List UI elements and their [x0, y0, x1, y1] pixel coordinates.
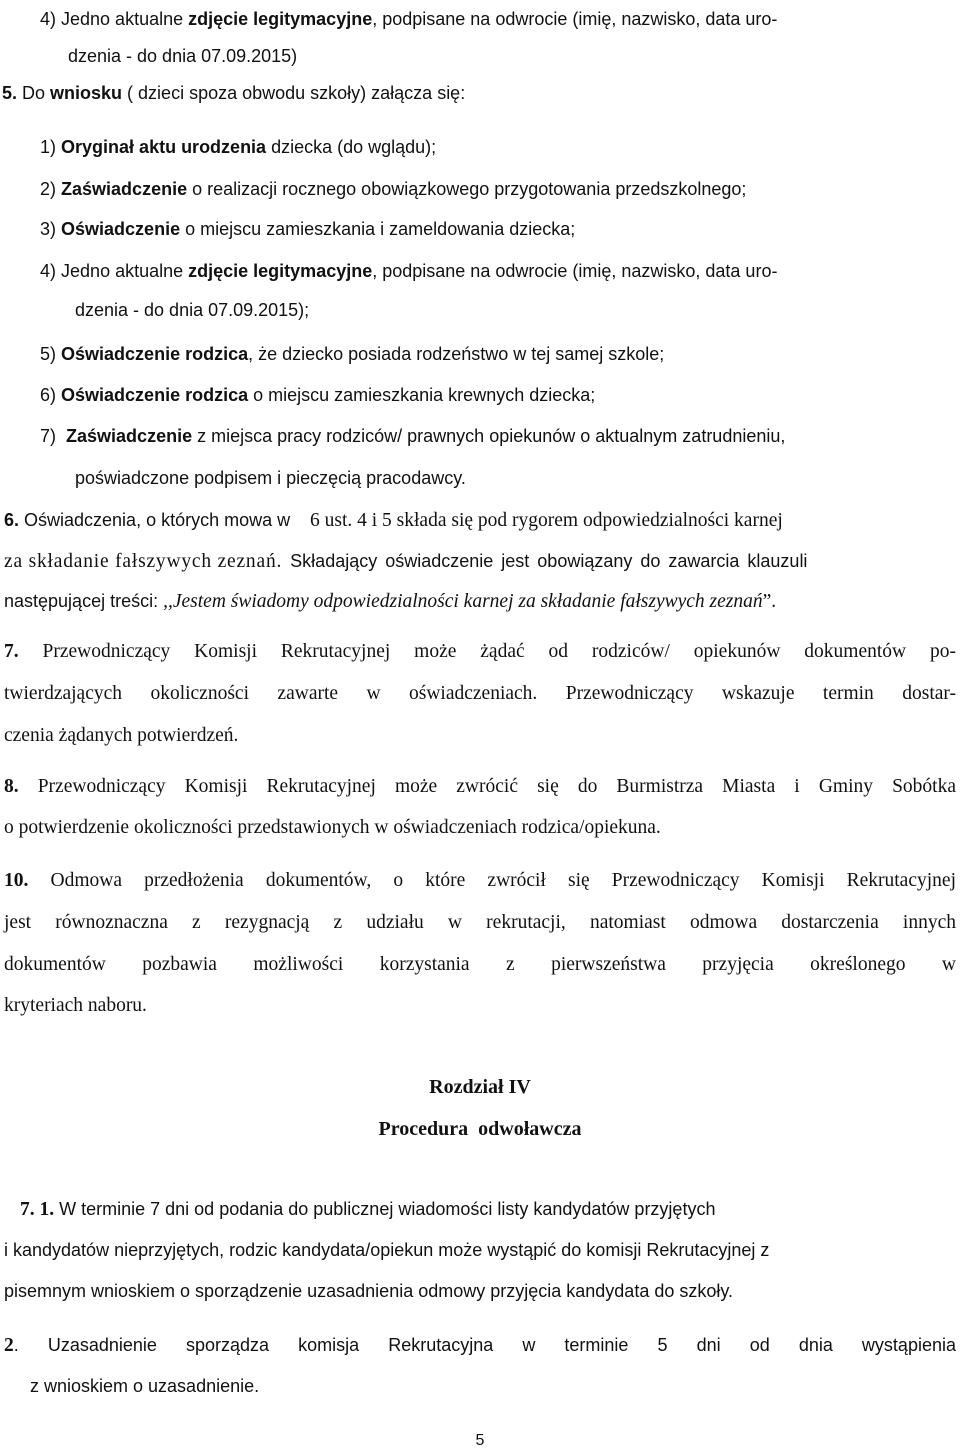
item-number: 7) — [40, 426, 57, 446]
para-10-line4: kryteriach naboru. — [4, 995, 147, 1016]
bold-term: Oświadczenie rodzica — [61, 344, 249, 364]
item-number: 2) — [40, 179, 57, 199]
list-item-2: 2) Zaświadczenie o realizacji rocznego obowiązkowego przygotowania przedszkolnego; — [40, 179, 747, 199]
page-number: 5 — [475, 1432, 485, 1449]
paragraph-number: 2 — [4, 1335, 14, 1356]
item-number: 4) — [40, 261, 57, 281]
top-item-4-line2: dzenia - do dnia 07.09.2015) — [68, 46, 298, 66]
section-5-intro: 5. Do wniosku ( dzieci spoza obwodu szkoły) załącza się: — [2, 83, 466, 103]
bold-term: wniosku — [50, 83, 123, 103]
para-6-line1: 6. Oświadczenia, o których mowa w 6 ust. 4 i 5 składa się pod rygorem odpowiedzialności karnej — [4, 510, 783, 531]
bold-term: zdjęcie legitymacyjne — [188, 9, 373, 29]
para-8-line1: 8. Przewodniczący Komisji Rekrutacyjnej może zwrócić się do Burmistrza Miasta i Gminy Sobótka — [4, 776, 956, 797]
chapter-title: Rozdział IV — [429, 1076, 531, 1098]
item-number: 3) — [40, 219, 57, 239]
bold-term: Zaświadczenie — [66, 426, 193, 446]
bold-term: Zaświadczenie — [61, 179, 188, 199]
list-item-5: 5) Oświadczenie rodzica, że dziecko posiada rodzeństwo w tej samej szkole; — [40, 344, 665, 364]
para-2-line1: 2. Uzasadnienie sporządza komisja Rekrutacyjna w terminie 5 dni od dnia wystąpienia — [4, 1335, 956, 1356]
list-item-7: 7) Zaświadczenie z miejsca pracy rodziców/ prawnych opiekunów o aktualnym zatrudnieniu, — [40, 426, 786, 446]
para-2-line2: z wnioskiem o uzasadnienie. — [30, 1376, 260, 1396]
para-7-line3: czenia żądanych potwierdzeń. — [4, 725, 239, 746]
para-7-line1: 7. Przewodniczący Komisji Rekrutacyjnej może żądać od rodziców/ opiekunów dokumentów po- — [4, 641, 956, 662]
paragraph-number: 8. — [4, 776, 19, 797]
para-7-1-line1: 7. 1. W terminie 7 dni od podania do publicznej wiadomości listy kandydatów przyjętych — [20, 1199, 716, 1220]
list-item-4: 4) Jedno aktualne zdjęcie legitymacyjne, podpisane na odwrocie (imię, nazwisko, data uro- — [40, 261, 778, 281]
para-10-line1: 10. Odmowa przedłożenia dokumentów, o które zwrócił się Przewodniczący Komisji Rekrutacyjnej — [4, 870, 956, 891]
item-number: 5) — [40, 344, 57, 364]
top-item-4-line1: 4) Jedno aktualne zdjęcie legitymacyjne, podpisane na odwrocie (imię, nazwisko, data uro- — [40, 9, 778, 29]
paragraph-number: 7. — [4, 641, 19, 662]
paragraph-number: 7. 1. — [20, 1199, 55, 1220]
para-10-line3: dokumentów pozbawia możliwości korzystania z pierwszeństwa przyjęcia określonego w — [4, 954, 956, 975]
quoted-clause: ,,Jestem świadomy odpowiedzialności karnej za składanie fałszywych zeznań — [163, 591, 763, 612]
list-item-6: 6) Oświadczenie rodzica o miejscu zamieszkania krewnych dziecka; — [40, 385, 596, 405]
bold-term: Oświadczenie rodzica — [61, 385, 249, 405]
section-number: 5. — [2, 83, 23, 103]
list-item-1: 1) Oryginał aktu urodzenia dziecka (do wglądu); — [40, 137, 437, 157]
list-item-7-continuation: poświadczone podpisem i pieczęcią pracodawcy. — [75, 468, 466, 488]
bold-term: Oryginał aktu urodzenia — [61, 137, 267, 157]
item-number: 4) — [40, 9, 62, 29]
para-6-line2: za składanie fałszywych zeznań. Składający oświadczenie jest obowiązany do zawarcia klauzuli — [4, 551, 808, 572]
paragraph-number: 10. — [4, 870, 29, 891]
list-item-3: 3) Oświadczenie o miejscu zamieszkania i zameldowania dziecka; — [40, 219, 576, 239]
paragraph-number: 6. — [4, 510, 20, 530]
para-7-1-line3: pisemnym wnioskiem o sporządzenie uzasadnienia odmowy przyjęcia kandydata do szkoły. — [4, 1281, 734, 1301]
bold-term: Oświadczenie — [61, 219, 181, 239]
list-item-4-continuation: dzenia - do dnia 07.09.2015); — [75, 300, 310, 320]
para-7-line2: twierdzających okoliczności zawarte w oświadczeniach. Przewodniczący wskazuje termin dostar- — [4, 683, 956, 704]
item-number: 6) — [40, 385, 57, 405]
para-7-1-line2: i kandydatów nieprzyjętych, rodzic kandydata/opiekun może wystąpić do komisji Rekrutacyjnej z — [4, 1240, 770, 1260]
para-8-line2: o potwierdzenie okoliczności przedstawionych w oświadczeniach rodzica/opiekuna. — [4, 817, 661, 838]
bold-term: zdjęcie legitymacyjne — [188, 261, 373, 281]
item-number: 1) — [40, 137, 57, 157]
para-10-line2: jest równoznaczna z rezygnacją z udziału w rekrutacji, natomiast odmowa dostarczenia innych — [4, 912, 956, 933]
chapter-subtitle: Procedura odwoławcza — [378, 1118, 582, 1140]
para-6-line3: następującej treści: ,,Jestem świadomy odpowiedzialności karnej za składanie fałszywych zeznań”. — [4, 591, 777, 612]
